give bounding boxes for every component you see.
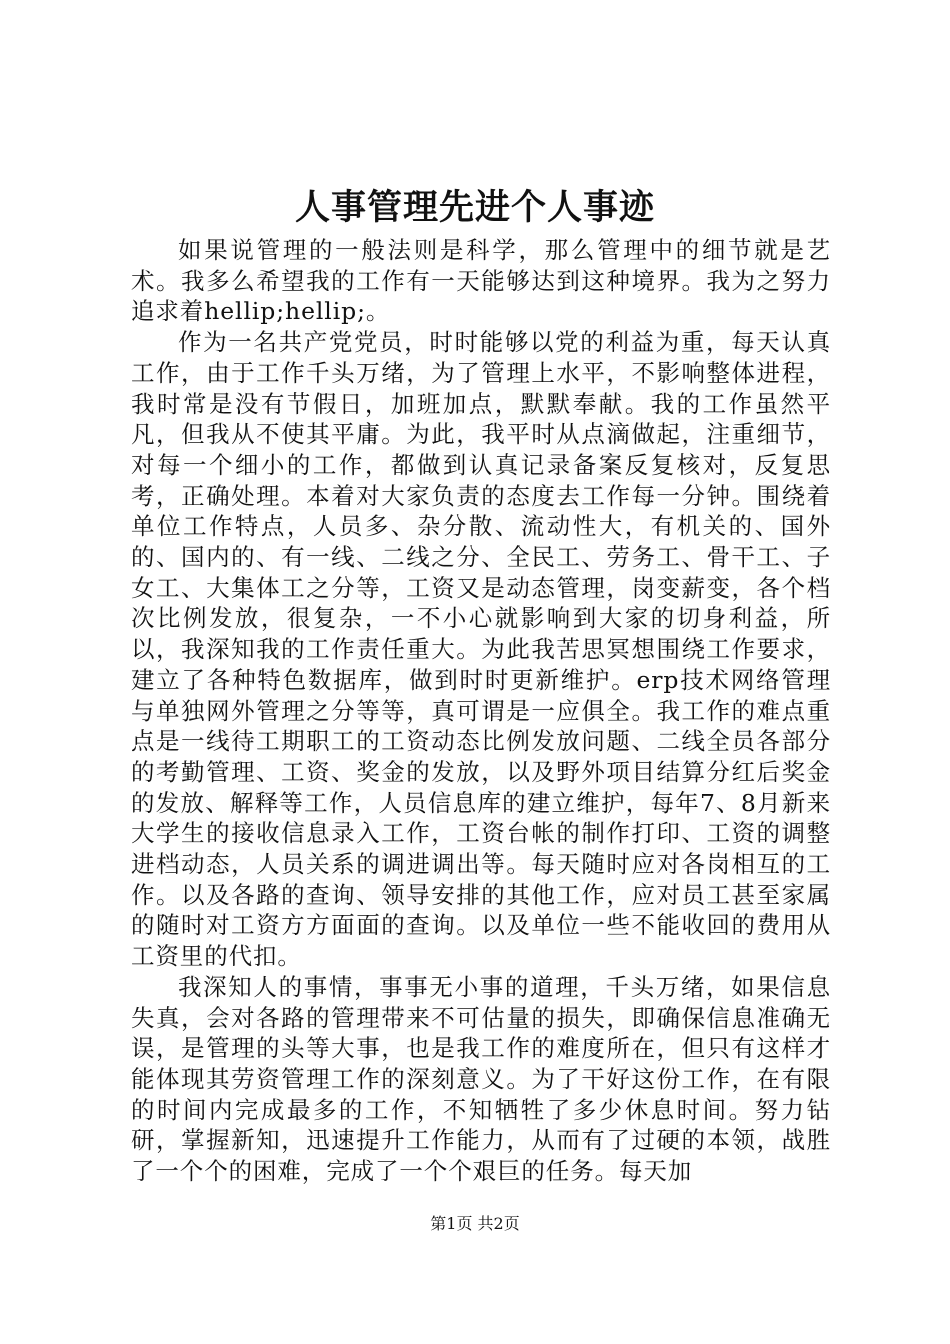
page-number-footer: 第1页 共2页 — [430, 1214, 520, 1233]
paragraph-2: 作为一名共产党党员，时时能够以党的利益为重，每天认真工作，由于工作千头万绪，为了管理上水平，不影响整体进程，我时常是没有节假日，加班加点，默默奉献。我的工作虽然平凡，但我从不使其平庸。为此，我平时从点滴做起，注重细节，对每一个细小的工作，都做到认真记录备案反复核对，反复思考，正确处理。本着对大家负责的态度去工作每一分钟。围绕着单位工作特点，人员多、杂分散、流动性大，有机关的、国外的、国内的、有一线、二线之分、全民工、劳务工、骨干工、子女工、大集体工之分等，工资又是动态管理，岗变薪变，各个档次比例发放，很复杂，一不小心就影响到大家的切身利益，所以，我深知我的工作责任重大。为此我苦思冥想围绕工作要求，建立了各种特色数据库，做到时时更新维护。erp技术网络管理与单独网外管理之分等等，真可谓是一应俱全。我工作的难点重点是一线待工期职工的工资动态比例发放问题、二线全员各部分的考勤管理、工资、奖金的发放，以及野外项目结算分红后奖金的发放、解释等工作，人员信息库的建立维护，每年7、8月新来大学生的接收信息录入工作，工资台帐的制作打印、工资的调整进档动态，人员关系的调进调出等。每天随时应对各岗相互的工作。以及各路的查询、领导安排的其他工作，应对员工甚至家属的随时对工资方方面面的查询。以及单位一些不能收回的费用从工资里的代扣。 — [131, 328, 831, 971]
document-body — [131, 235, 831, 1187]
document-title: 人事管理先进个人事迹 — [294, 187, 655, 228]
paragraph-1: 如果说管理的一般法则是科学，那么管理中的细节就是艺术。我多么希望我的工作有一天能够达到这种境界。我为之努力追求着hellip;hellip;。 — [131, 236, 831, 326]
paragraph-3: 我深知人的事情，事事无小事的道理，千头万绪，如果信息失真，会对各路的管理带来不可估量的损失，即确保信息准确无误，是管理的头等大事，也是我工作的难度所在，但只有这样才能体现其劳资管理工作的深刻意义。为了干好这份工作，在有限的时间内完成最多的工作，不知牺牲了多少休息时间。努力钻研，掌握新知，迅速提升工作能力，从而有了过硬的本领，战胜了一个个的困难，完成了一个个艰巨的任务。每天加 — [131, 972, 831, 1186]
